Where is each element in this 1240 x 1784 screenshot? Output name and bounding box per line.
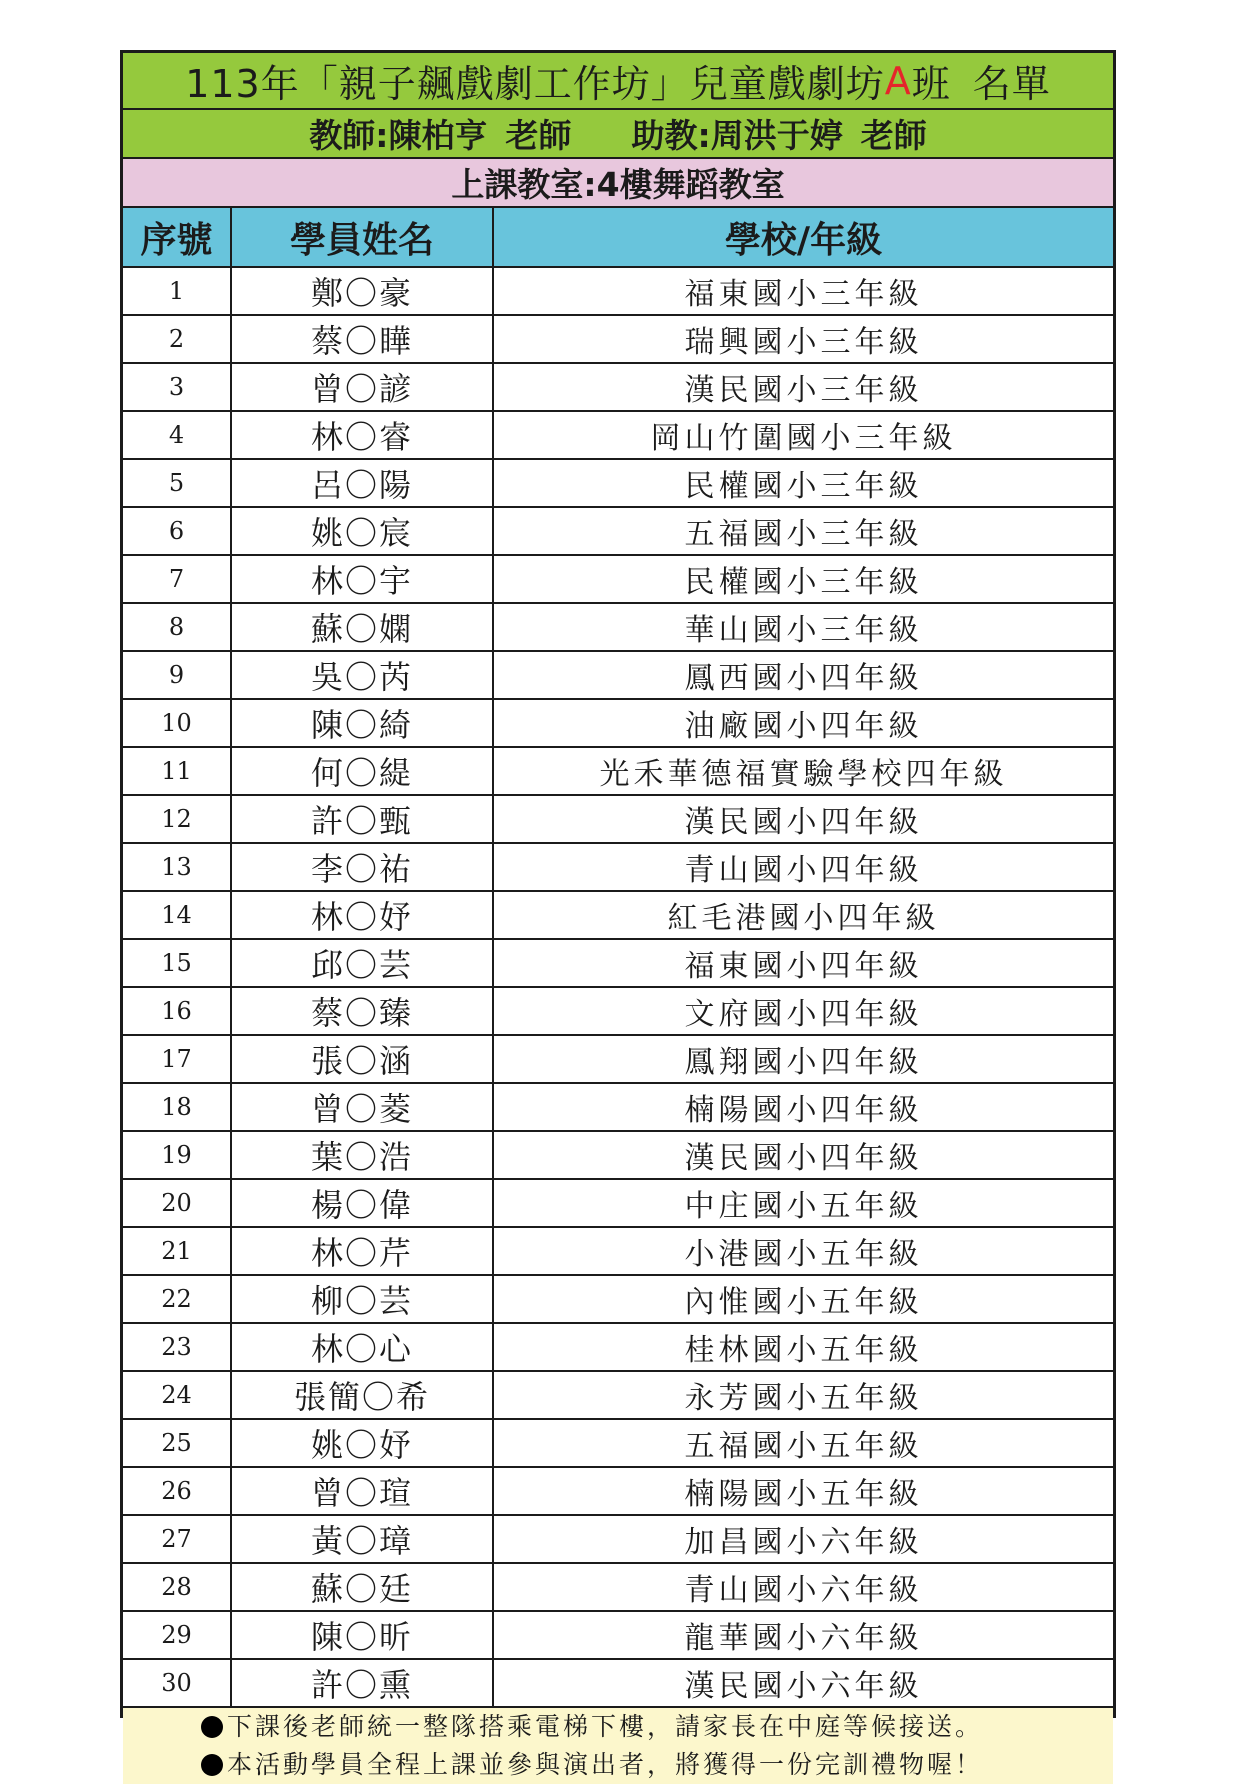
classroom-label: 上課教室:4樓舞蹈教室 <box>451 165 785 204</box>
column-header-school: 學校/年級 <box>493 208 1113 267</box>
teacher-label: 教師:陳柏亨 <box>309 116 488 155</box>
student-name: 林〇心 <box>231 1323 493 1371</box>
student-number: 7 <box>123 555 231 603</box>
table-row <box>123 363 1113 411</box>
student-number: 3 <box>123 363 231 411</box>
student-school: 岡山竹圍國小三年級 <box>493 411 1113 459</box>
student-name: 許〇熏 <box>231 1659 493 1707</box>
table-row <box>123 1035 1113 1083</box>
student-name: 張〇涵 <box>231 1035 493 1083</box>
teacher-title: 老師 <box>505 116 572 155</box>
student-school: 油廠國小四年級 <box>493 699 1113 747</box>
student-name: 姚〇妤 <box>231 1419 493 1467</box>
student-table-body <box>123 267 1113 1707</box>
student-name: 林〇妤 <box>231 891 493 939</box>
student-number: 15 <box>123 939 231 987</box>
student-name: 姚〇宸 <box>231 507 493 555</box>
classroom-band <box>123 159 1113 208</box>
student-school: 內惟國小五年級 <box>493 1275 1113 1323</box>
student-school: 五福國小五年級 <box>493 1419 1113 1467</box>
table-row <box>123 1467 1113 1515</box>
student-school: 青山國小六年級 <box>493 1563 1113 1611</box>
table-row <box>123 1275 1113 1323</box>
student-name: 黃〇璋 <box>231 1515 493 1563</box>
title-list: 名單 <box>972 62 1051 106</box>
title-class-suffix: 班 <box>911 62 951 106</box>
student-number: 27 <box>123 1515 231 1563</box>
student-school: 光禾華德福實驗學校四年級 <box>493 747 1113 795</box>
student-number: 18 <box>123 1083 231 1131</box>
column-header-no: 序號 <box>123 208 231 267</box>
table-row <box>123 1131 1113 1179</box>
student-school: 紅毛港國小四年級 <box>493 891 1113 939</box>
student-number: 23 <box>123 1323 231 1371</box>
student-name: 曾〇諺 <box>231 363 493 411</box>
student-school: 楠陽國小四年級 <box>493 1083 1113 1131</box>
student-number: 5 <box>123 459 231 507</box>
student-school: 小港國小五年級 <box>493 1227 1113 1275</box>
note-text: 下課後老師統一整隊搭乘電梯下樓，請家長在中庭等候接送。 <box>227 1712 984 1741</box>
table-row <box>123 507 1113 555</box>
student-school: 桂林國小五年級 <box>493 1323 1113 1371</box>
student-name: 葉〇浩 <box>231 1131 493 1179</box>
table-row <box>123 747 1113 795</box>
assistant-title: 老師 <box>860 116 927 155</box>
table-row <box>123 267 1113 315</box>
student-number: 20 <box>123 1179 231 1227</box>
student-number: 1 <box>123 267 231 315</box>
student-school: 中庄國小五年級 <box>493 1179 1113 1227</box>
table-row <box>123 1227 1113 1275</box>
student-name: 李〇祐 <box>231 843 493 891</box>
table-row <box>123 1515 1113 1563</box>
title-prefix: 113年「親子飆戲劇工作坊」兒童戲劇坊 <box>185 62 885 106</box>
table-row <box>123 987 1113 1035</box>
table-row <box>123 891 1113 939</box>
column-header-name: 學員姓名 <box>231 208 493 267</box>
student-school: 龍華國小六年級 <box>493 1611 1113 1659</box>
student-name: 邱〇芸 <box>231 939 493 987</box>
student-name: 陳〇綺 <box>231 699 493 747</box>
table-row <box>123 1179 1113 1227</box>
table-row <box>123 1371 1113 1419</box>
student-school: 漢民國小六年級 <box>493 1659 1113 1707</box>
student-number: 29 <box>123 1611 231 1659</box>
table-row <box>123 939 1113 987</box>
note-gift <box>201 1746 1113 1784</box>
staff-band <box>123 110 1113 159</box>
student-school: 永芳國小五年級 <box>493 1371 1113 1419</box>
student-school: 瑞興國小三年級 <box>493 315 1113 363</box>
student-name: 林〇芹 <box>231 1227 493 1275</box>
student-number: 28 <box>123 1563 231 1611</box>
student-name: 呂〇陽 <box>231 459 493 507</box>
student-name: 蘇〇廷 <box>231 1563 493 1611</box>
student-name: 楊〇偉 <box>231 1179 493 1227</box>
student-number: 26 <box>123 1467 231 1515</box>
notes-band <box>123 1708 1113 1784</box>
table-row <box>123 1419 1113 1467</box>
table-row <box>123 315 1113 363</box>
student-number: 30 <box>123 1659 231 1707</box>
student-number: 24 <box>123 1371 231 1419</box>
student-name: 蘇〇嫻 <box>231 603 493 651</box>
student-school: 青山國小四年級 <box>493 843 1113 891</box>
student-school: 五福國小三年級 <box>493 507 1113 555</box>
student-number: 25 <box>123 1419 231 1467</box>
class-letter: A <box>884 58 912 103</box>
student-name: 林〇睿 <box>231 411 493 459</box>
table-row <box>123 1563 1113 1611</box>
student-name: 曾〇瑄 <box>231 1467 493 1515</box>
student-number: 4 <box>123 411 231 459</box>
student-number: 8 <box>123 603 231 651</box>
student-school: 華山國小三年級 <box>493 603 1113 651</box>
student-school: 鳳翔國小四年級 <box>493 1035 1113 1083</box>
student-number: 12 <box>123 795 231 843</box>
student-number: 2 <box>123 315 231 363</box>
student-name: 吳〇芮 <box>231 651 493 699</box>
student-school: 福東國小三年級 <box>493 267 1113 315</box>
student-number: 10 <box>123 699 231 747</box>
student-school: 民權國小三年級 <box>493 555 1113 603</box>
student-name: 陳〇昕 <box>231 1611 493 1659</box>
student-number: 6 <box>123 507 231 555</box>
student-school: 民權國小三年級 <box>493 459 1113 507</box>
table-row <box>123 555 1113 603</box>
table-row <box>123 1611 1113 1659</box>
student-name: 蔡〇瞱 <box>231 315 493 363</box>
table-row <box>123 1083 1113 1131</box>
student-name: 柳〇芸 <box>231 1275 493 1323</box>
student-number: 16 <box>123 987 231 1035</box>
student-number: 21 <box>123 1227 231 1275</box>
student-school: 福東國小四年級 <box>493 939 1113 987</box>
student-school: 加昌國小六年級 <box>493 1515 1113 1563</box>
student-number: 14 <box>123 891 231 939</box>
student-number: 9 <box>123 651 231 699</box>
student-school: 漢民國小四年級 <box>493 795 1113 843</box>
note-text: 本活動學員全程上課並參與演出者，將獲得一份完訓禮物喔！ <box>227 1750 984 1779</box>
student-name: 鄭〇豪 <box>231 267 493 315</box>
student-name: 許〇甄 <box>231 795 493 843</box>
table-row <box>123 603 1113 651</box>
table-header-row <box>123 208 1113 267</box>
table-row <box>123 699 1113 747</box>
roster-sheet <box>120 50 1116 1779</box>
student-name: 張簡〇希 <box>231 1371 493 1419</box>
student-school: 文府國小四年級 <box>493 987 1113 1035</box>
table-row <box>123 843 1113 891</box>
student-table <box>123 208 1113 1708</box>
student-name: 蔡〇臻 <box>231 987 493 1035</box>
table-row <box>123 795 1113 843</box>
student-name: 林〇宇 <box>231 555 493 603</box>
student-number: 13 <box>123 843 231 891</box>
table-row <box>123 411 1113 459</box>
student-school: 漢民國小三年級 <box>493 363 1113 411</box>
table-row <box>123 1659 1113 1707</box>
student-number: 17 <box>123 1035 231 1083</box>
student-number: 22 <box>123 1275 231 1323</box>
table-row <box>123 459 1113 507</box>
bullet-icon <box>201 1754 223 1776</box>
student-school: 楠陽國小五年級 <box>493 1467 1113 1515</box>
student-name: 何〇緹 <box>231 747 493 795</box>
student-school: 鳳西國小四年級 <box>493 651 1113 699</box>
bullet-icon <box>201 1716 223 1738</box>
note-elevator <box>201 1708 1113 1746</box>
table-row <box>123 651 1113 699</box>
student-school: 漢民國小四年級 <box>493 1131 1113 1179</box>
student-number: 19 <box>123 1131 231 1179</box>
student-number: 11 <box>123 747 231 795</box>
assistant-label: 助教:周洪于婷 <box>631 116 843 155</box>
table-row <box>123 1323 1113 1371</box>
student-name: 曾〇菱 <box>231 1083 493 1131</box>
page-title <box>123 53 1113 110</box>
